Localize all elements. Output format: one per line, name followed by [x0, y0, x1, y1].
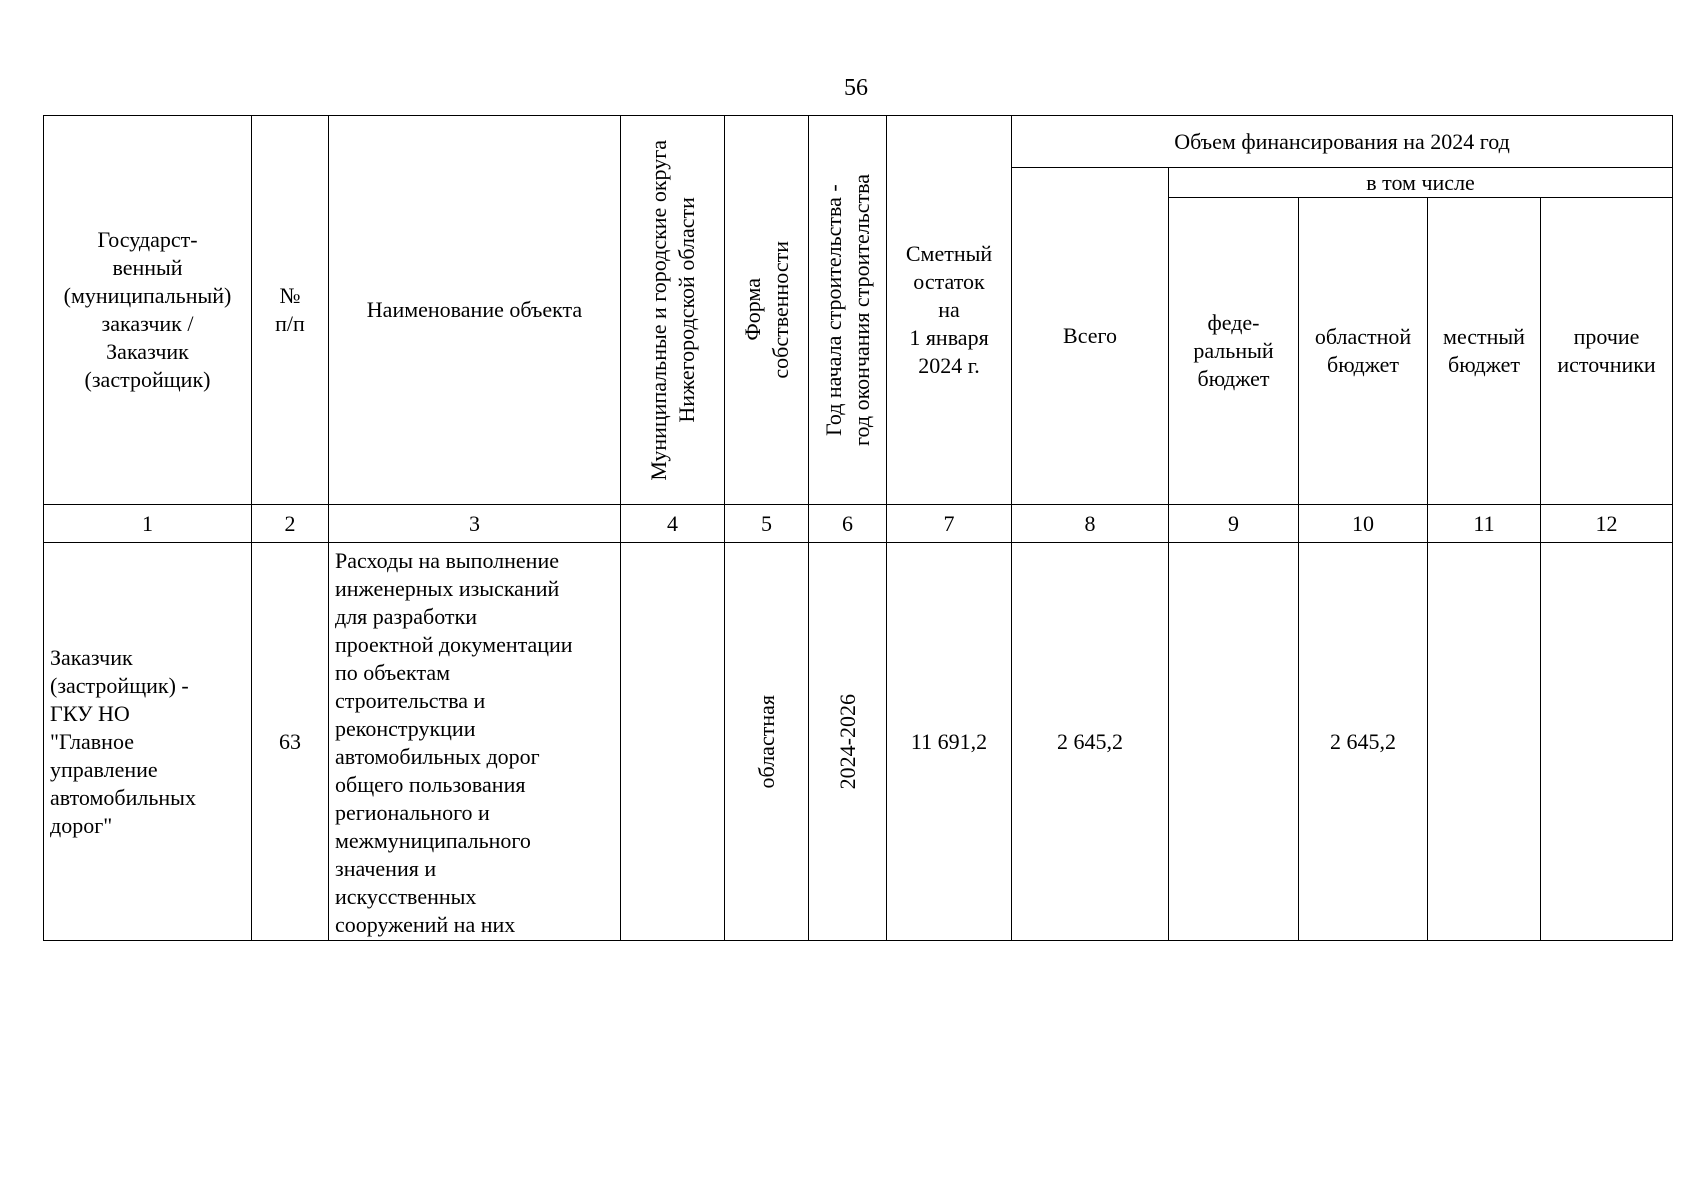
column-number: 7 [887, 505, 1012, 543]
local-cell [1428, 543, 1541, 941]
customer-cell: Заказчик (застройщик) - ГКУ НО "Главное управление автомобильных дорог" [44, 543, 252, 941]
header-number: № п/п [252, 116, 329, 505]
header-total: Всего [1012, 168, 1169, 505]
federal-cell [1169, 543, 1299, 941]
page-number: 56 [844, 75, 868, 101]
column-number: 9 [1169, 505, 1299, 543]
ownership-cell [725, 543, 809, 941]
years-text: 2024-2026 [834, 693, 860, 790]
header-customer: Государст- венный (муниципальный) заказчик / Заказчик (застройщик) [44, 116, 252, 505]
column-number: 8 [1012, 505, 1169, 543]
column-number-row [44, 505, 1673, 543]
header-funding-group: Объем финансирования на 2024 год [1012, 116, 1673, 168]
column-number: 5 [725, 505, 809, 543]
table-row [44, 543, 1673, 941]
construction-table [43, 115, 1673, 941]
object-name-cell: Расходы на выполнение инженерных изысканий для разработки проектной документации по объектам строительства и реконструкции автомобильных дорог общего пользования регионального и межмуниципального значения и искусственных сооружений на них [329, 543, 621, 941]
header-years-text: Год начала строительства - год окончания строительства [820, 174, 874, 446]
column-number: 3 [329, 505, 621, 543]
column-number: 12 [1541, 505, 1673, 543]
header-regional: областной бюджет [1299, 198, 1428, 505]
other-cell [1541, 543, 1673, 941]
header-balance: Сметный остаток на 1 января 2024 г. [887, 116, 1012, 505]
column-number: 11 [1428, 505, 1541, 543]
ownership-text: областная [753, 694, 779, 789]
header-years [809, 116, 887, 505]
header-municipality-text: Муниципальные и городские округа Нижегородской области [645, 139, 699, 481]
total-cell: 2 645,2 [1012, 543, 1169, 941]
header-ownership [725, 116, 809, 505]
municipality-cell [621, 543, 725, 941]
column-number: 10 [1299, 505, 1428, 543]
header-name: Наименование объекта [329, 116, 621, 505]
balance-cell: 11 691,2 [887, 543, 1012, 941]
header-ownership-text: Форма собственности [739, 241, 793, 379]
column-number: 4 [621, 505, 725, 543]
header-including: в том числе [1169, 168, 1673, 198]
column-number: 6 [809, 505, 887, 543]
header-local: местный бюджет [1428, 198, 1541, 505]
header-federal: феде- ральный бюджет [1169, 198, 1299, 505]
number-cell: 63 [252, 543, 329, 941]
column-number: 1 [44, 505, 252, 543]
header-other: прочие источники [1541, 198, 1673, 505]
regional-cell: 2 645,2 [1299, 543, 1428, 941]
years-cell [809, 543, 887, 941]
column-number: 2 [252, 505, 329, 543]
header-municipality [621, 116, 725, 505]
